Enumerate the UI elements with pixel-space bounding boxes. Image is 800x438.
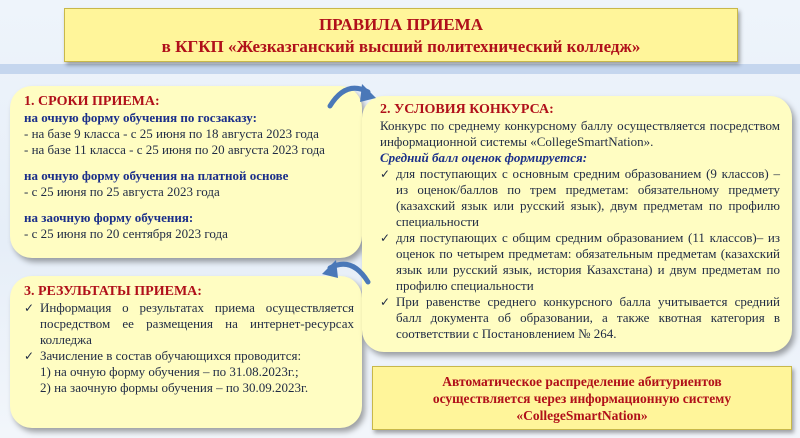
section-3-title: 3. РЕЗУЛЬТАТЫ ПРИЕМА: xyxy=(24,284,202,299)
conditions-intro: Конкурс по среднему конкурсному баллу осуществляется посредством информационной системы «CollegeSmartNation». xyxy=(380,118,780,149)
header-band xyxy=(0,64,800,74)
results-subline-2: 2) на заочную формы обучения – по 30.09.2023г. xyxy=(40,380,309,395)
title-line-1: ПРАВИЛА ПРИЕМА xyxy=(319,15,483,34)
curved-arrow-icon xyxy=(316,252,376,292)
conditions-item-1: ✓ для поступающих с основным средним образованием (9 классов) – из оценок/баллов по трем предметам: обязательному предмету (казахский язык или русский язык), двум предметам по профилю специальности xyxy=(380,166,780,229)
curved-arrow-icon xyxy=(322,76,382,116)
group-1-line-2: - на базе 11 класса - с 25 июня по 20 августа 2023 года xyxy=(24,142,325,157)
group-3-line-1: - с 25 июня по 20 сентября 2023 года xyxy=(24,226,228,241)
group-2-line-1: - с 25 июня по 25 августа 2023 года xyxy=(24,184,220,199)
auto-distribution-note xyxy=(372,366,792,430)
section-admission-dates xyxy=(10,86,362,258)
conditions-subtitle: Средний балл оценок формируется: xyxy=(380,150,588,165)
check-icon: ✓ xyxy=(380,231,391,245)
check-icon: ✓ xyxy=(380,295,391,309)
note-line-3: «CollegeSmartNation» xyxy=(516,408,648,423)
section-competition-conditions xyxy=(362,96,792,352)
check-icon: ✓ xyxy=(380,167,391,181)
group-1-subtitle: на очную форму обучения по госзаказу: xyxy=(24,110,257,125)
section-admission-results xyxy=(10,276,362,428)
check-icon: ✓ xyxy=(24,301,35,315)
group-2-subtitle: на очную форму обучения на платной основе xyxy=(24,168,289,183)
results-item-2: ✓ Зачисление в состав обучающихся проводится: xyxy=(24,348,302,363)
note-line-1: Автоматическое распределение абитуриентов xyxy=(442,374,722,389)
group-3-subtitle: на заочную форму обучения: xyxy=(24,210,194,225)
note-line-2: осуществляется через информационную систему xyxy=(432,391,732,406)
conditions-item-3: ✓ При равенстве среднего конкурсного балла учитывается средний балл документа об образовании, а также квотная категория в соответствии с Постановлением № 264. xyxy=(380,294,780,341)
conditions-item-2: ✓ для поступающих с общим средним образованием (11 классов)– из оценок по четырем предметам: обязательным предметам (казахский язык или русский язык, история Казахстана) и двум предметам по профилю специальности xyxy=(380,230,780,293)
section-2-title: 2. УСЛОВИЯ КОНКУРСА: xyxy=(380,102,554,117)
group-1-line-1: - на базе 9 класса - с 25 июня по 18 августа 2023 года xyxy=(24,126,319,141)
check-icon: ✓ xyxy=(24,349,35,363)
section-1-title: 1. СРОКИ ПРИЕМА: xyxy=(24,94,160,109)
title-line-2: в КГКП «Жезказганский высший политехнический колледж» xyxy=(161,37,641,56)
results-item-1: ✓ Информация о результатах приема осуществляется посредством ее размещения на интернет-ресурсах колледжа xyxy=(24,300,354,347)
results-subline-1: 1) на очную форму обучения – по 31.08.2023г.; xyxy=(40,364,299,379)
title-banner xyxy=(64,8,738,62)
